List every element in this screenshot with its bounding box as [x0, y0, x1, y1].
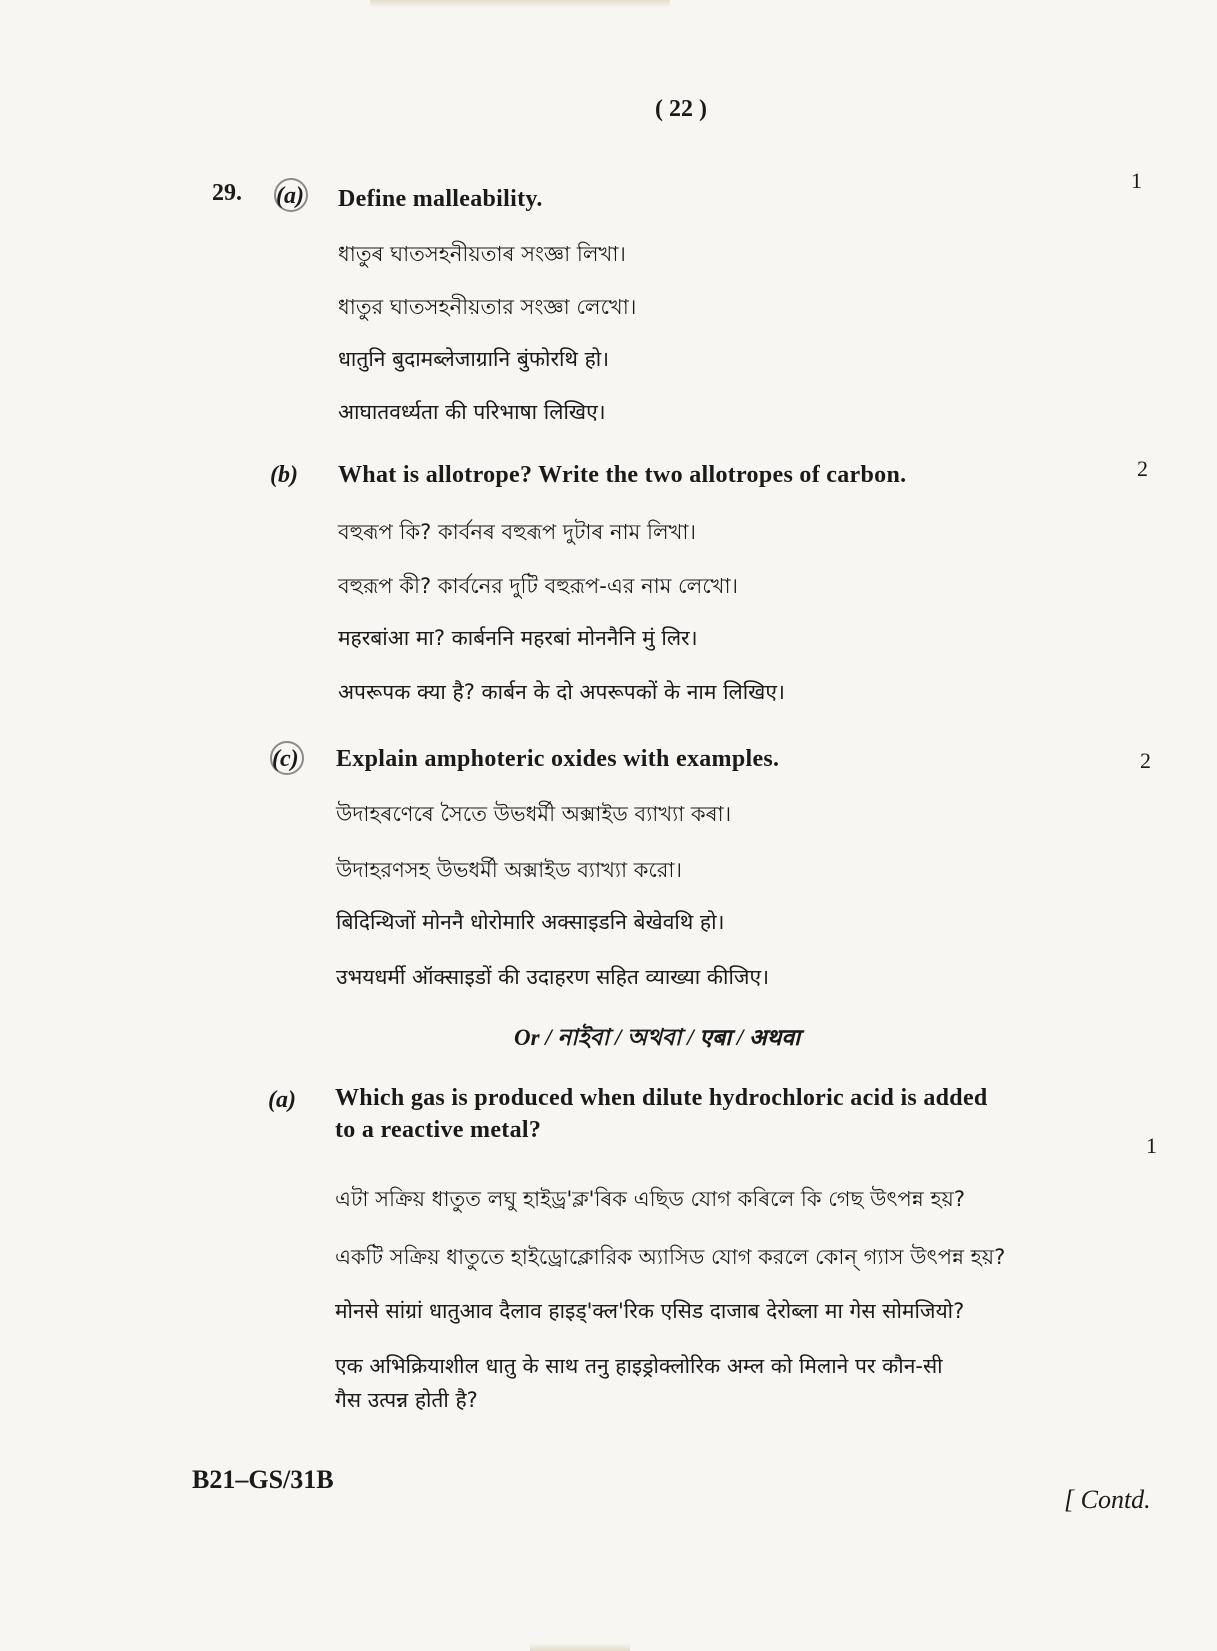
question-number: 29. — [212, 180, 242, 206]
continued-label: [ Contd. — [1064, 1485, 1151, 1514]
page-edge-shadow — [370, 0, 670, 8]
part-a-bengali: ধাতুর ঘাতসহনীয়তার সংজ্ঞা লেখো। — [338, 295, 637, 319]
page-edge-shadow — [530, 1643, 630, 1651]
part-c-label: (c) — [272, 746, 299, 772]
part-b-hindi: अपरूपक क्या है? कार्बन के दो अपरूपकों के नाम लिखिए। — [338, 680, 785, 704]
part-c-hindi: उभयधर्मी ऑक्साइडों की उदाहरण सहित व्याख्या कीजिए। — [336, 965, 770, 989]
alt-part-a-question-line1: Which gas is produced when dilute hydrochloric acid is added — [335, 1085, 988, 1111]
alt-part-a-label: (a) — [268, 1087, 296, 1113]
alt-part-a-hindi-line1: एक अभिक्रियाशील धातु के साथ तनु हाइड्रोक्लोरिक अम्ल को मिलाने पर कौन-सी — [335, 1354, 943, 1378]
part-a-assamese: ধাতুৰ ঘাতসহনীয়তাৰ সংজ্ঞা লিখা। — [338, 242, 626, 266]
part-c-assamese: উদাহৰণেৰে সৈতে উভধৰ্মী অক্সাইড ব্যাখ্যা কৰা। — [336, 802, 732, 826]
part-c-question: Explain amphoteric oxides with examples. — [336, 746, 780, 772]
or-separator: Or / নাইবা / অথবা / एबा / अथवा — [514, 1025, 801, 1050]
part-c-bengali: উদাহরণসহ উভধর্মী অক্সাইড ব্যাখ্যা করো। — [336, 858, 683, 882]
alt-part-a-assamese: এটা সক্ৰিয় ধাতুত লঘু হাইড্ৰ'ক্ল'ৰিক এছিড যোগ কৰিলে কি গেছ উৎপন্ন হয়? — [335, 1187, 966, 1211]
alt-part-a-bodo: मोनसे सांग्रां धातुआव दैलाव हाइड्'क्ल'रिक एसिड दाजाब देरोब्ला मा गेस सोमजियो? — [335, 1299, 965, 1323]
page-number: ( 22 ) — [655, 96, 707, 122]
part-b-assamese: বহুৰূপ কি? কাৰ্বনৰ বহুৰূপ দুটাৰ নাম লিখা। — [338, 520, 697, 544]
part-b-bengali: বহুরূপ কী? কার্বনের দুটি বহুরূপ-এর নাম লেখো। — [338, 574, 739, 598]
part-a-label: (a) — [276, 183, 304, 209]
alt-part-a-question-line2: to a reactive metal? — [335, 1117, 542, 1143]
paper-code: B21–GS/31B — [192, 1465, 334, 1494]
part-b-question: What is allotrope? Write the two allotropes of carbon. — [338, 462, 907, 488]
part-a-question: Define malleability. — [338, 186, 543, 212]
pen-tick-mark — [270, 741, 304, 775]
part-c-marks: 2 — [1140, 748, 1151, 773]
pen-tick-mark — [274, 178, 308, 212]
part-b-bodo: महरबांआ मा? कार्बननि महरबां मोननैनि मुं लिर। — [338, 626, 698, 650]
part-b-marks: 2 — [1137, 456, 1148, 481]
part-c-bodo: बिदिन्थिजों मोननै धोरोमारि अक्साइडनि बेखेवथि हो। — [336, 910, 725, 934]
alt-part-a-marks: 1 — [1146, 1133, 1157, 1158]
alt-part-a-hindi-line2: गैस उत्पन्न होती है? — [335, 1388, 478, 1412]
part-a-hindi: आघातवर्ध्यता की परिभाषा लिखिए। — [338, 400, 606, 424]
part-b-label: (b) — [270, 462, 298, 488]
alt-part-a-bengali: একটি সক্রিয় ধাতুতে হাইড্রোক্লোরিক অ্যাসিড যোগ করলে কোন্ গ্যাস উৎপন্ন হয়? — [335, 1245, 1006, 1269]
part-a-bodo: धातुनि बुदामब्लेजाग्रानि बुंफोरथि हो। — [338, 347, 610, 371]
part-a-marks: 1 — [1131, 168, 1142, 193]
